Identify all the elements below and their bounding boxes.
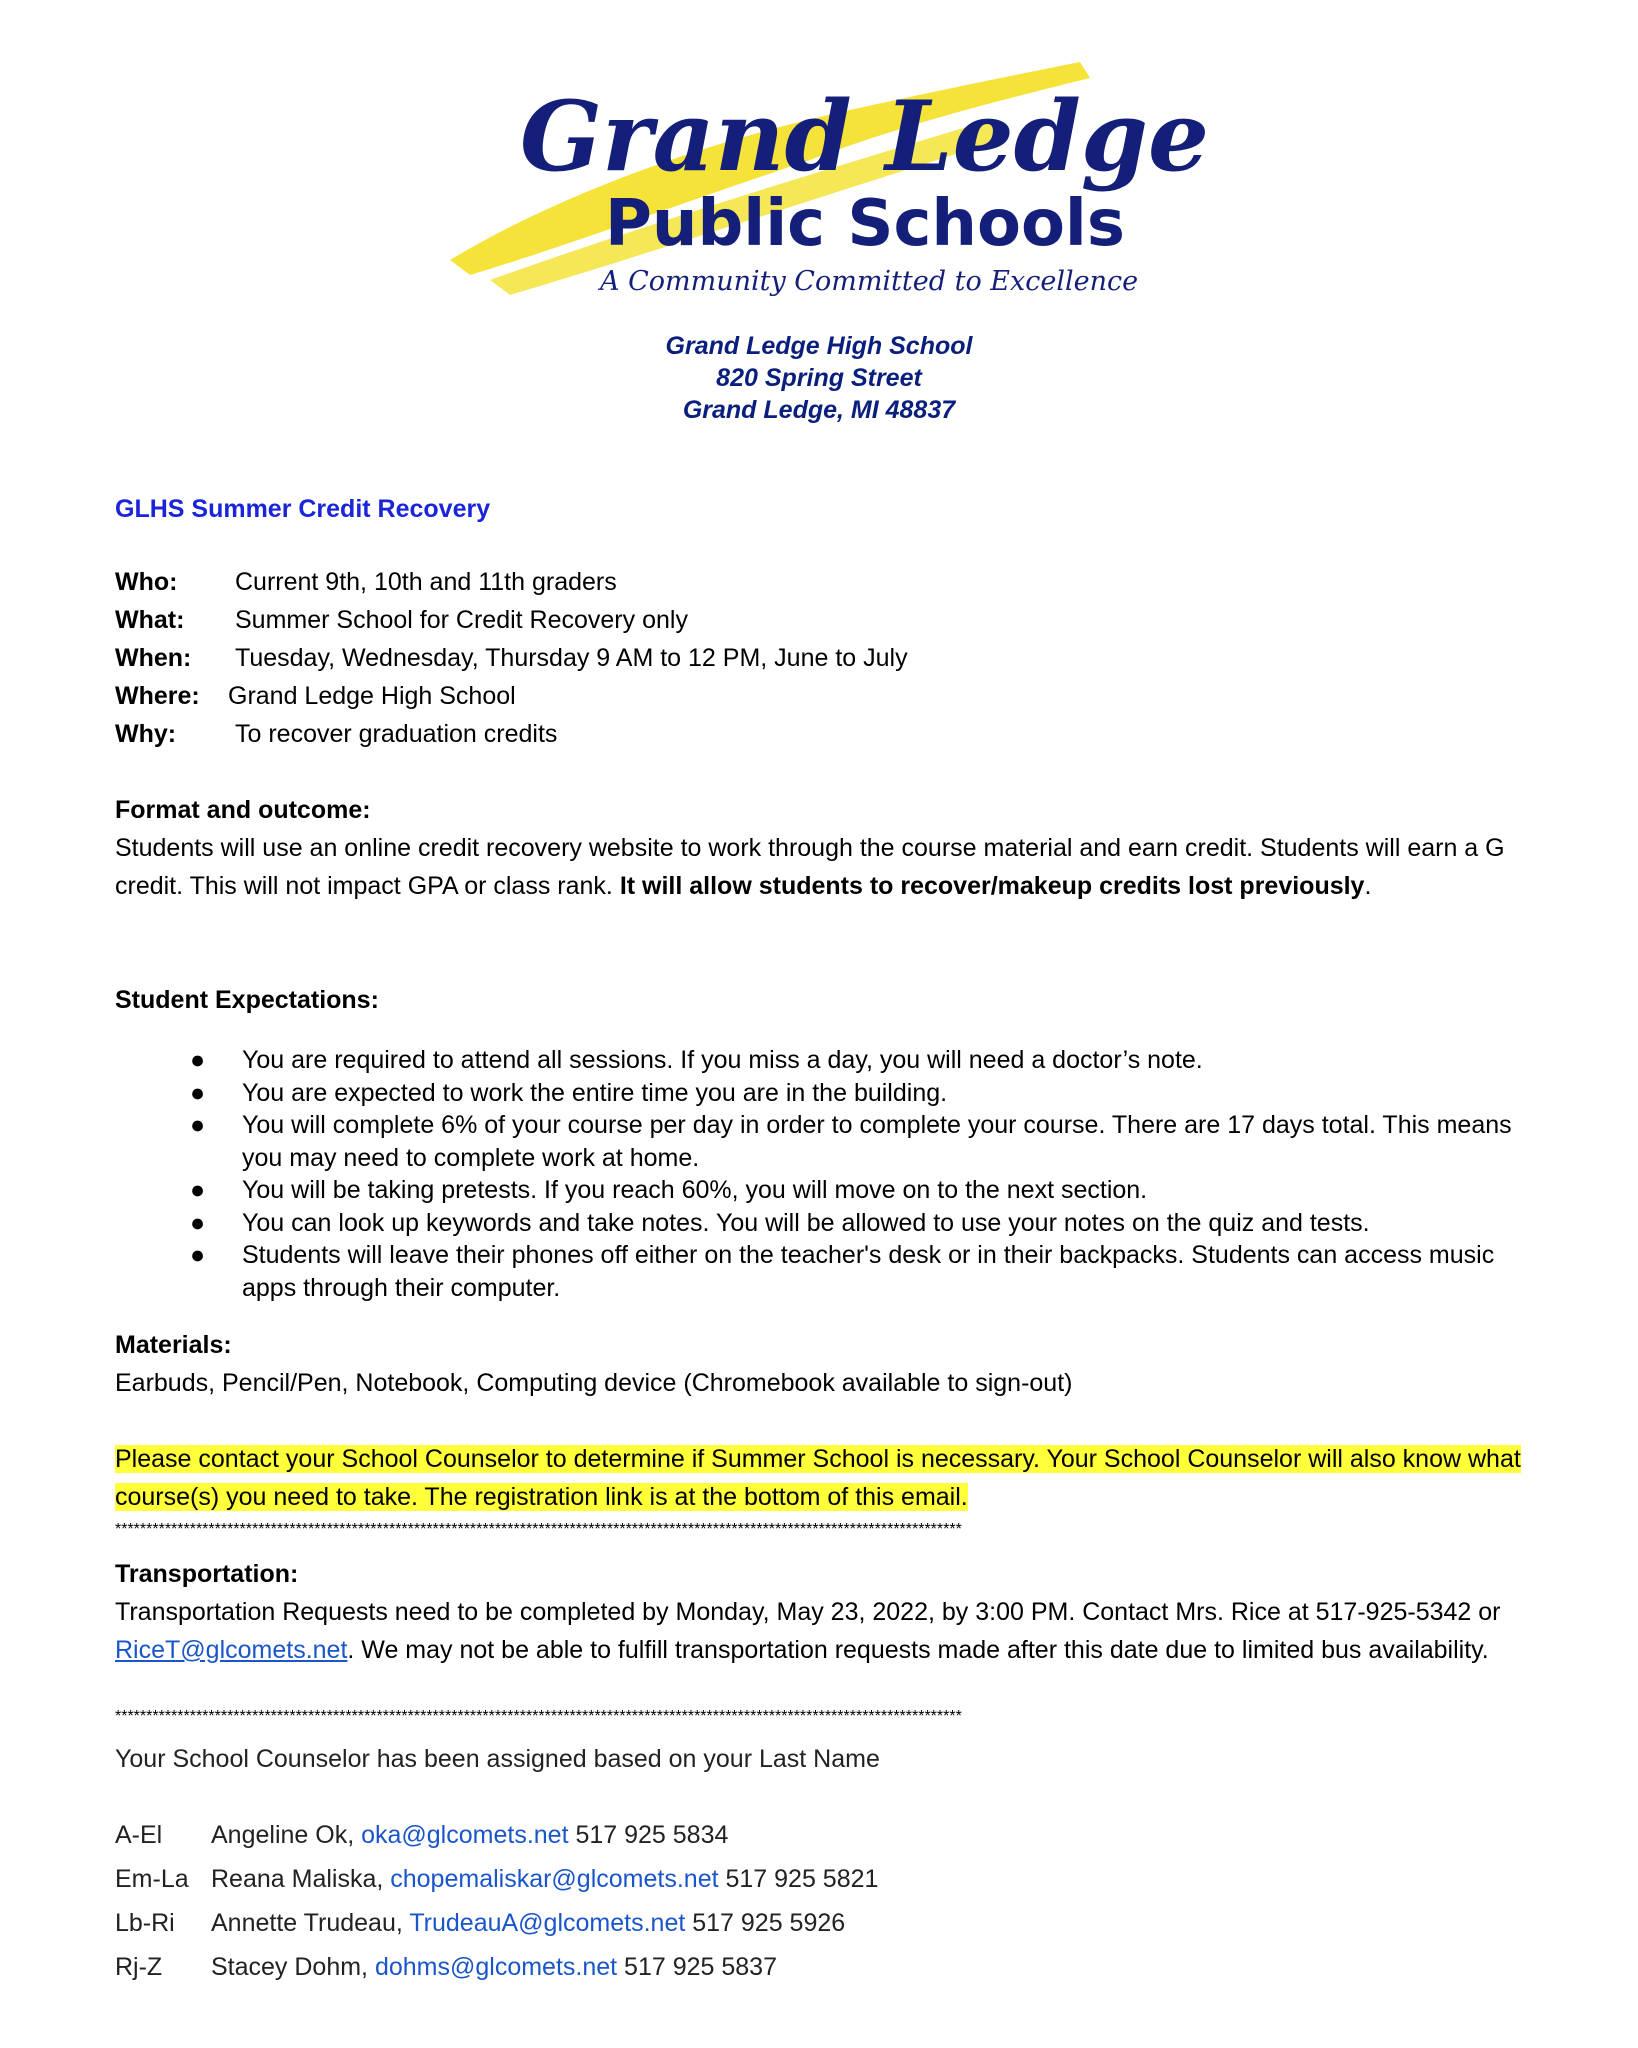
detail-value: Tuesday, Wednesday, Thursday 9 AM to 12 PM, June to July [235, 644, 908, 672]
counselor-range: Rj-Z [115, 1953, 163, 1981]
counselor-info [211, 1860, 878, 1898]
materials-title: Materials: [115, 1331, 232, 1359]
detail-label: Who: [115, 568, 178, 596]
counselor-phone: 517 925 5837 [617, 1953, 777, 1981]
counselor-phone: 517 925 5834 [568, 1821, 729, 1849]
transportation-email-link[interactable]: RiceT@glcomets.net [115, 1636, 348, 1664]
detail-where [115, 677, 516, 715]
page-title: GLHS Summer Credit Recovery [115, 495, 491, 523]
counselor-intro: Your School Counselor has been assigned based on your Last Name [115, 1745, 880, 1773]
counselor-name: Reana Maliska, [211, 1865, 391, 1893]
address-city: Grand Ledge, MI 48837 [682, 396, 956, 424]
list-item [190, 1239, 1530, 1304]
expectations-title: Student Expectations: [115, 986, 379, 1014]
transportation-text-main: Transportation Requests need to be completed by Monday, May 23, 2022, by 3:00 PM. Contact Mrs. Rice at 517-925-5342 or [115, 1598, 1501, 1626]
bullet-icon: ● [190, 1046, 206, 1074]
logo-line2: Public Schools [605, 187, 1125, 261]
list-item [190, 1109, 1530, 1174]
counselor-range: A-El [115, 1821, 163, 1849]
detail-why [115, 715, 558, 753]
transportation-text [115, 1593, 1525, 1669]
notice-text: Please contact your School Counselor to determine if Summer School is necessary. Your School Counselor will also know what course(s) you need to take. The registration link is at the bottom of this email. [115, 1445, 1521, 1511]
counselor-name: Annette Trudeau, [211, 1909, 410, 1937]
format-title: Format and outcome: [115, 796, 371, 824]
school-address [0, 330, 1638, 426]
address-school: Grand Ledge High School [665, 332, 973, 360]
bullet-icon: ● [190, 1078, 206, 1107]
list-item-text: You will complete 6% of your course per day in order to complete your course. There are 17 days total. This means you may need to complete work at home. [242, 1111, 1512, 1172]
format-text-end: . [1364, 872, 1372, 900]
detail-when [115, 639, 908, 677]
detail-label: What: [115, 606, 185, 634]
bullet-icon: ● [190, 1208, 206, 1237]
detail-label: Where: [115, 682, 200, 710]
separator: **************************************************************************************************************************************** [115, 1708, 962, 1725]
counselor-phone: 517 925 5926 [685, 1909, 846, 1937]
separator: **************************************************************************************************************************************** [115, 1521, 962, 1538]
detail-value: Current 9th, 10th and 11th graders [235, 568, 617, 596]
counselor-info [211, 1904, 845, 1942]
bullet-icon: ● [190, 1111, 206, 1139]
detail-value: Grand Ledge High School [228, 682, 516, 710]
format-text-main: Students will use an online credit recovery website to work through the course material and earn credit. Students will earn a G credit. This will not impact GPA or class rank. [115, 834, 1505, 900]
detail-who [115, 563, 617, 601]
format-text [115, 829, 1525, 905]
counselor-info [211, 1816, 728, 1854]
address-street: 820 Spring Street [716, 364, 922, 392]
counselor-info [211, 1948, 777, 1986]
detail-value: Summer School for Credit Recovery only [235, 606, 688, 634]
counselor-notice [115, 1440, 1535, 1516]
district-logo [430, 50, 1220, 310]
counselor-phone: 517 925 5821 [718, 1865, 879, 1893]
bullet-icon: ● [190, 1176, 206, 1204]
list-item-text: You are required to attend all sessions. If you miss a day, you will need a doctor’s note. [242, 1046, 1203, 1074]
counselor-email-link[interactable]: dohms@glcomets.net [374, 1953, 618, 1981]
detail-value: To recover graduation credits [235, 720, 558, 748]
list-item-text: You will be taking pretests. If you reach 60%, you will move on to the next section. [242, 1176, 1148, 1204]
format-text-bold: It will allow students to recover/makeup credits lost previously [619, 872, 1365, 900]
detail-label: Why: [115, 720, 177, 748]
detail-what [115, 601, 688, 639]
counselor-email-link[interactable]: chopemaliskar@glcomets.net [390, 1865, 719, 1893]
logo-line1: Grand Ledge [520, 80, 1210, 193]
counselor-email-link[interactable]: oka@glcomets.net [361, 1821, 569, 1849]
list-item [190, 1174, 1530, 1207]
logo-tagline: A Community Committed to Excellence [600, 266, 1139, 297]
list-item [190, 1207, 1530, 1240]
materials-text: Earbuds, Pencil/Pen, Notebook, Computing device (Chromebook available to sign-out) [115, 1369, 1073, 1397]
counselor-range: Lb-Ri [115, 1909, 175, 1937]
expectations-list [190, 1044, 1530, 1304]
list-item-text: You are expected to work the entire time you are in the building. [242, 1078, 948, 1107]
list-item-text: You can look up keywords and take notes. You will be allowed to use your notes on the quiz and tests. [242, 1208, 1370, 1237]
list-item [190, 1077, 1530, 1110]
counselor-name: Angeline Ok, [211, 1821, 362, 1849]
transportation-title: Transportation: [115, 1560, 299, 1588]
transportation-text-end: . We may not be able to fulfill transportation requests made after this date due to limited bus availability. [347, 1636, 1489, 1664]
counselor-range: Em-La [115, 1865, 189, 1893]
counselor-name: Stacey Dohm, [211, 1953, 375, 1981]
counselor-email-link[interactable]: TrudeauA@glcomets.net [409, 1909, 686, 1937]
bullet-icon: ● [190, 1241, 206, 1269]
list-item [190, 1044, 1530, 1077]
detail-label: When: [115, 644, 192, 672]
list-item-text: Students will leave their phones off either on the teacher's desk or in their backpacks. Students can access music apps through their computer. [242, 1241, 1495, 1302]
